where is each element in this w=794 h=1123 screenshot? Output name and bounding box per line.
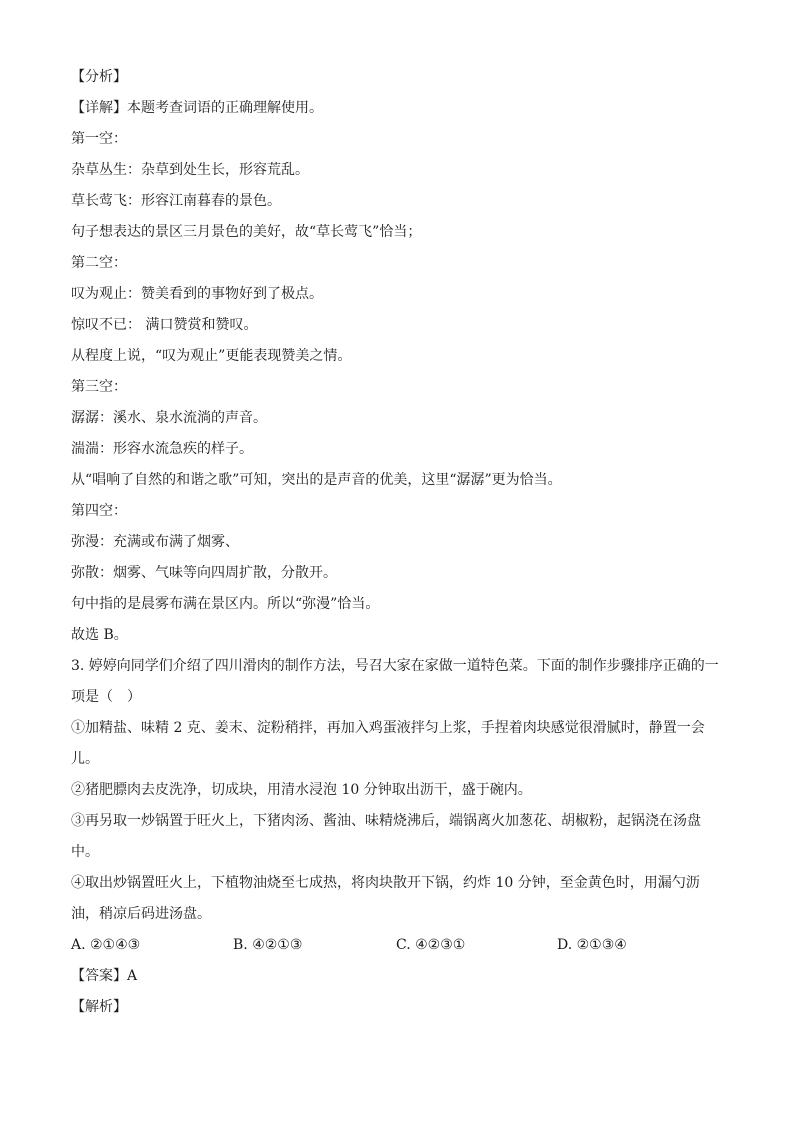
- option-a: A. ②①④③: [71, 937, 141, 953]
- answer-line: 【答案】A: [71, 968, 138, 984]
- definition-line: 草长莺飞：形容江南暮春的景色。: [71, 193, 281, 209]
- option-c: C. ④②③①: [396, 937, 466, 953]
- definition-line: 弥散：烟雾、气味等向四周扩散，分散开。: [71, 565, 337, 581]
- document-page: [71, 62, 731, 1023]
- step-1: ①加精盐、味精 2 克、姜末、淀粉稍拌，再加入鸡蛋液拌匀上浆，手捏着肉块感觉很滑腻时，静置一会: [71, 720, 705, 736]
- answer-options: [71, 930, 731, 961]
- definition-line: 杂草丛生：杂草到处生长，形容荒乱。: [71, 162, 309, 178]
- conclusion-line: 从“唱响了自然的和谐之歌”可知，突出的是声音的优美，这里“潺潺”更为恰当。: [71, 472, 562, 488]
- definition-line: 弥漫：充满或布满了烟雾、: [71, 534, 239, 550]
- conclusion-line: 句子想表达的景区三月景色的美好，故“草长莺飞”恰当；: [71, 224, 422, 240]
- option-b: B. ④②①③: [233, 937, 303, 953]
- question-3-stem-cont: 项是（ ）: [71, 689, 141, 705]
- blank-4-heading: 第四空：: [71, 503, 127, 519]
- step-2: ②猪肥膘肉去皮洗净，切成块，用清水浸泡 10 分钟取出沥干，盛于碗内。: [71, 782, 532, 798]
- question-3-stem: 3. 婷婷向同学们介绍了四川滑肉的制作方法，号召大家在家做一道特色菜。下面的制作步骤排序正确的一: [71, 658, 719, 674]
- step-1-cont: 儿。: [71, 751, 99, 767]
- definition-line: 湍湍：形容水流急疾的样子。: [71, 441, 253, 457]
- blank-1-heading: 第一空：: [71, 131, 127, 147]
- blank-2-heading: 第二空：: [71, 255, 127, 271]
- step-4: ④取出炒锅置旺火上，下植物油烧至七成热，将肉块散开下锅，约炸 10 分钟，至金黄色时，用漏勺沥: [71, 875, 700, 891]
- blank-3-heading: 第三空：: [71, 379, 127, 395]
- conclusion-line: 句中指的是晨雾布满在景区内。所以“弥漫”恰当。: [71, 596, 380, 612]
- definition-line: 潺潺：溪水、泉水流淌的声音。: [71, 410, 267, 426]
- step-3-cont: 中。: [71, 844, 99, 860]
- option-d: D. ②①③④: [557, 937, 627, 953]
- choice-conclusion: 故选 B。: [71, 627, 128, 643]
- step-3: ③再另取一炒锅置于旺火上，下猪肉汤、酱油、味精烧沸后，端锅离火加葱花、胡椒粉，起锅浇在汤盘: [71, 813, 701, 829]
- conclusion-line: 从程度上说，“叹为观止”更能表现赞美之情。: [71, 348, 352, 364]
- analysis-heading: 【分析】: [71, 69, 127, 85]
- analysis-line: 【解析】: [71, 999, 127, 1015]
- step-4-cont: 油，稍凉后码进汤盘。: [71, 906, 211, 922]
- definition-line: 叹为观止：赞美看到的事物好到了极点。: [71, 286, 323, 302]
- definition-line: 惊叹不已： 满口赞赏和赞叹。: [71, 317, 258, 333]
- detail-explanation: 【详解】本题考查词语的正确理解使用。: [71, 100, 323, 116]
